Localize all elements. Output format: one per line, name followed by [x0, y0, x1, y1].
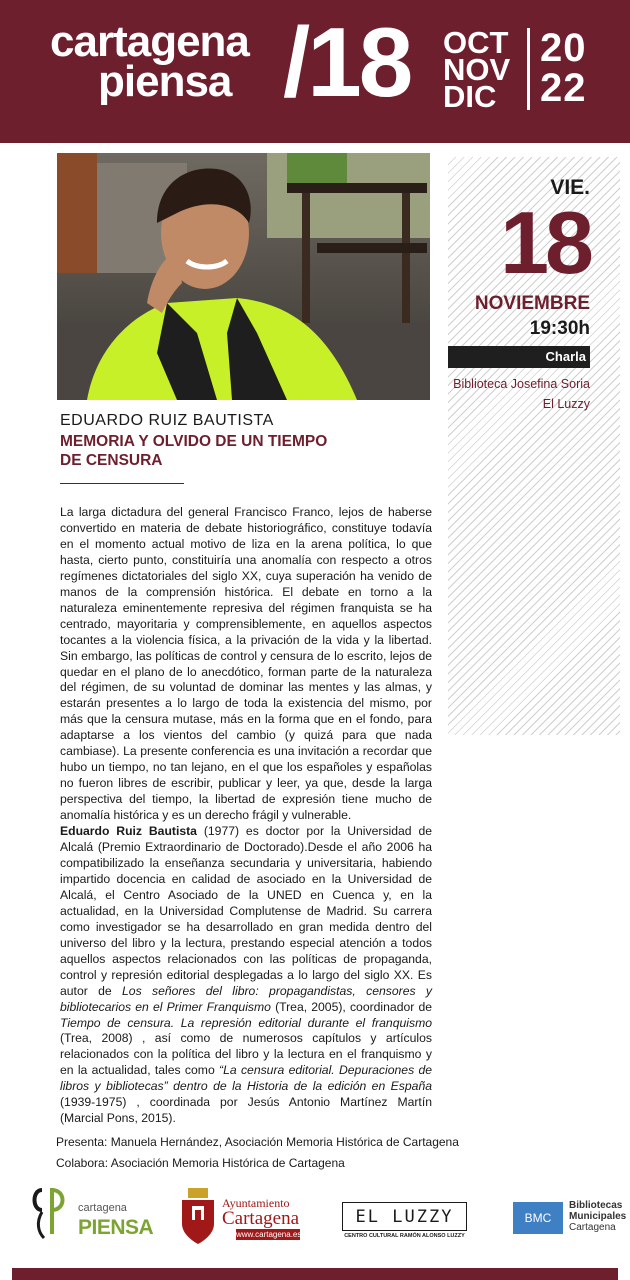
bio-text-c: (Trea, 2008) , así como de numerosos capítulos y artículos relacionados con la política del libro y la lectura en el franquismo y en la actualidad, tales como — [60, 1031, 432, 1078]
credit-colabora — [56, 1156, 345, 1170]
year-line1: 20 — [540, 26, 587, 70]
credit-presenta — [56, 1135, 459, 1149]
talk-title-line1: MEMORIA Y OLVIDO DE UN TIEMPO — [60, 433, 328, 450]
talk-title — [60, 432, 390, 470]
bmc-badge: BMC — [513, 1202, 563, 1234]
event-weekday: VIE. — [550, 176, 590, 199]
event-time: 19:30h — [529, 318, 590, 339]
bio-text-b: (Trea, 2005), coordinador de — [270, 999, 432, 1014]
colabora-value: Asociación Memoria Histórica de Cartagena — [110, 1156, 345, 1170]
description-text — [60, 505, 432, 1127]
biography-paragraph — [60, 824, 432, 1127]
month-dic: DIC — [443, 79, 497, 114]
luzzy-name: EL LUZZY — [355, 1207, 454, 1227]
cartagena-piensa-logo — [28, 1182, 154, 1242]
bmc-line2: Municipales — [569, 1211, 627, 1222]
luzzy-subtitle: CENTRO CULTURAL RAMÓN ALONSO LUZZY — [344, 1233, 465, 1239]
event-venue — [448, 374, 590, 414]
ayuntamiento-logo — [178, 1188, 302, 1246]
event-day: 18 — [500, 193, 590, 292]
bio-book-2: Tiempo de censura. La represión editorial durante el franquismo — [60, 1015, 432, 1030]
header-divider — [527, 28, 530, 110]
bio-text-a: (1977) es doctor por la Universidad de Alcalá (Premio Extraordinario de Doctorado).Desde el año 2006 ha compatibilizado la enseñanza secundaria y universitaria, habiendo impartido docencia en calidad de asociado en la Universidad de Alcalá, el Centro Asociado de la UNED en Cuenca y, en la actualidad, en la Universidad Complutense de Madrid. Su carrera como investigador se ha desarrollado en gran medida dentro del universo del libro y la lectura, prestando especial atención a todos aquellos aspectos relacionados con las políticas de propaganda, control y represión editorial desplegadas a lo largo del siglo XX. Es autor de — [60, 824, 432, 998]
venue-line2: El Luzzy — [542, 397, 590, 411]
bio-name: Eduardo Ruiz Bautista — [60, 824, 197, 839]
speaker-portrait-photo — [57, 153, 430, 400]
brand-line1: cartagena — [50, 17, 249, 66]
month-oct: OCT — [443, 25, 509, 60]
presenta-value: Manuela Hernández, Asociación Memoria Histórica de Cartagena — [110, 1135, 459, 1149]
cp-logo-top: cartagena — [78, 1202, 127, 1214]
header-banner — [0, 0, 630, 143]
year-line2: 22 — [540, 66, 587, 110]
venue-line1: Biblioteca Josefina Soria — [453, 377, 590, 391]
bio-book-1: Los señores del libro: propagandistas, censores y bibliotecarios en el Primer Franquismo — [60, 983, 433, 1014]
bmc-line3: Cartagena — [569, 1222, 616, 1233]
speaker-name: EDUARDO RUIZ BAUTISTA — [60, 412, 274, 429]
brand-title — [50, 17, 249, 106]
footer-bar — [12, 1268, 618, 1280]
cp-logo-bottom: PIENSA — [78, 1216, 154, 1239]
ayto-line2: Cartagena — [222, 1208, 300, 1229]
bio-text-d: (1939-1975) , coordinada por Jesús Antonio Martínez Martín (Marcial Pons, 2015). — [60, 1095, 432, 1126]
presenta-label: Presenta: — [56, 1135, 108, 1149]
event-month: NOVIEMBRE — [474, 293, 590, 314]
months-list — [443, 25, 511, 114]
bmc-line1: Bibliotecas — [569, 1200, 623, 1211]
brand-line2: piensa — [98, 57, 232, 106]
month-nov: NOV — [443, 52, 511, 87]
bio-book-3: “La censura editorial. Depuraciones de libros y bibliotecas” dentro de la Historia de la edición en España — [60, 1063, 433, 1094]
cartagena-piensa-icon — [28, 1182, 78, 1242]
el-luzzy-logo — [342, 1202, 467, 1242]
talk-title-line2: DE CENSURA — [60, 452, 163, 469]
sponsor-logos — [0, 1180, 630, 1250]
year — [540, 28, 587, 108]
luzzy-box — [342, 1202, 467, 1231]
ayto-line1: Ayuntamiento — [222, 1196, 290, 1210]
ayto-url: www.cartagena.es — [236, 1230, 302, 1239]
event-type: Charla — [545, 349, 586, 364]
bibliotecas-municipales-logo — [513, 1198, 628, 1244]
event-type-bar — [448, 346, 590, 368]
colabora-label: Colabora: — [56, 1156, 109, 1170]
title-underline — [60, 483, 184, 484]
description-paragraph: La larga dictadura del general Francisco Franco, lejos de haberse convertido en materia de debate historiográfico, constituye todavía en el momento actual motivo de liza en la arena política, lo que hasta, cierto punto, constituiría una anomalía con respecto a otros regímenes dictatoriales del siglo XX, cuya superación ha venido de manos de la comprensión histórica. El debate en torno a la naturaleza eminentemente represiva del régimen franquista se ha centrado, mayoritaria y comprensiblemente, en aquellos aspectos tocantes a la violencia física, a la privación de la vida y la libertad. Sin embargo, las políticas de control y censura de lo escrito, lejos de quedar en el plano de lo anecdótico, forman parte de la naturaleza del régimen, de su voluntad de dominar las mentes y las almas, y estarán presentes a lo largo de toda la existencia del mismo, por más que la censura mutase, más en la forma que en el fondo, para adaptarse a los vientos del cambio (y quizá para que nada cambiase). La presente conferencia es una invitación a recordar que hubo un tiempo, no tan lejano, en el que los españoles y españolas no fueron libres de escribir, publicar y leer, ya que, desde la larga perspectiva del tiempo, la libertad de expresión tiene mucho de anomalía histórica y es un derecho frágil y vulnerable. — [60, 505, 432, 823]
bmc-text — [569, 1200, 626, 1222]
city-crest-icon — [178, 1188, 218, 1244]
edition-number: /18 — [283, 7, 411, 117]
